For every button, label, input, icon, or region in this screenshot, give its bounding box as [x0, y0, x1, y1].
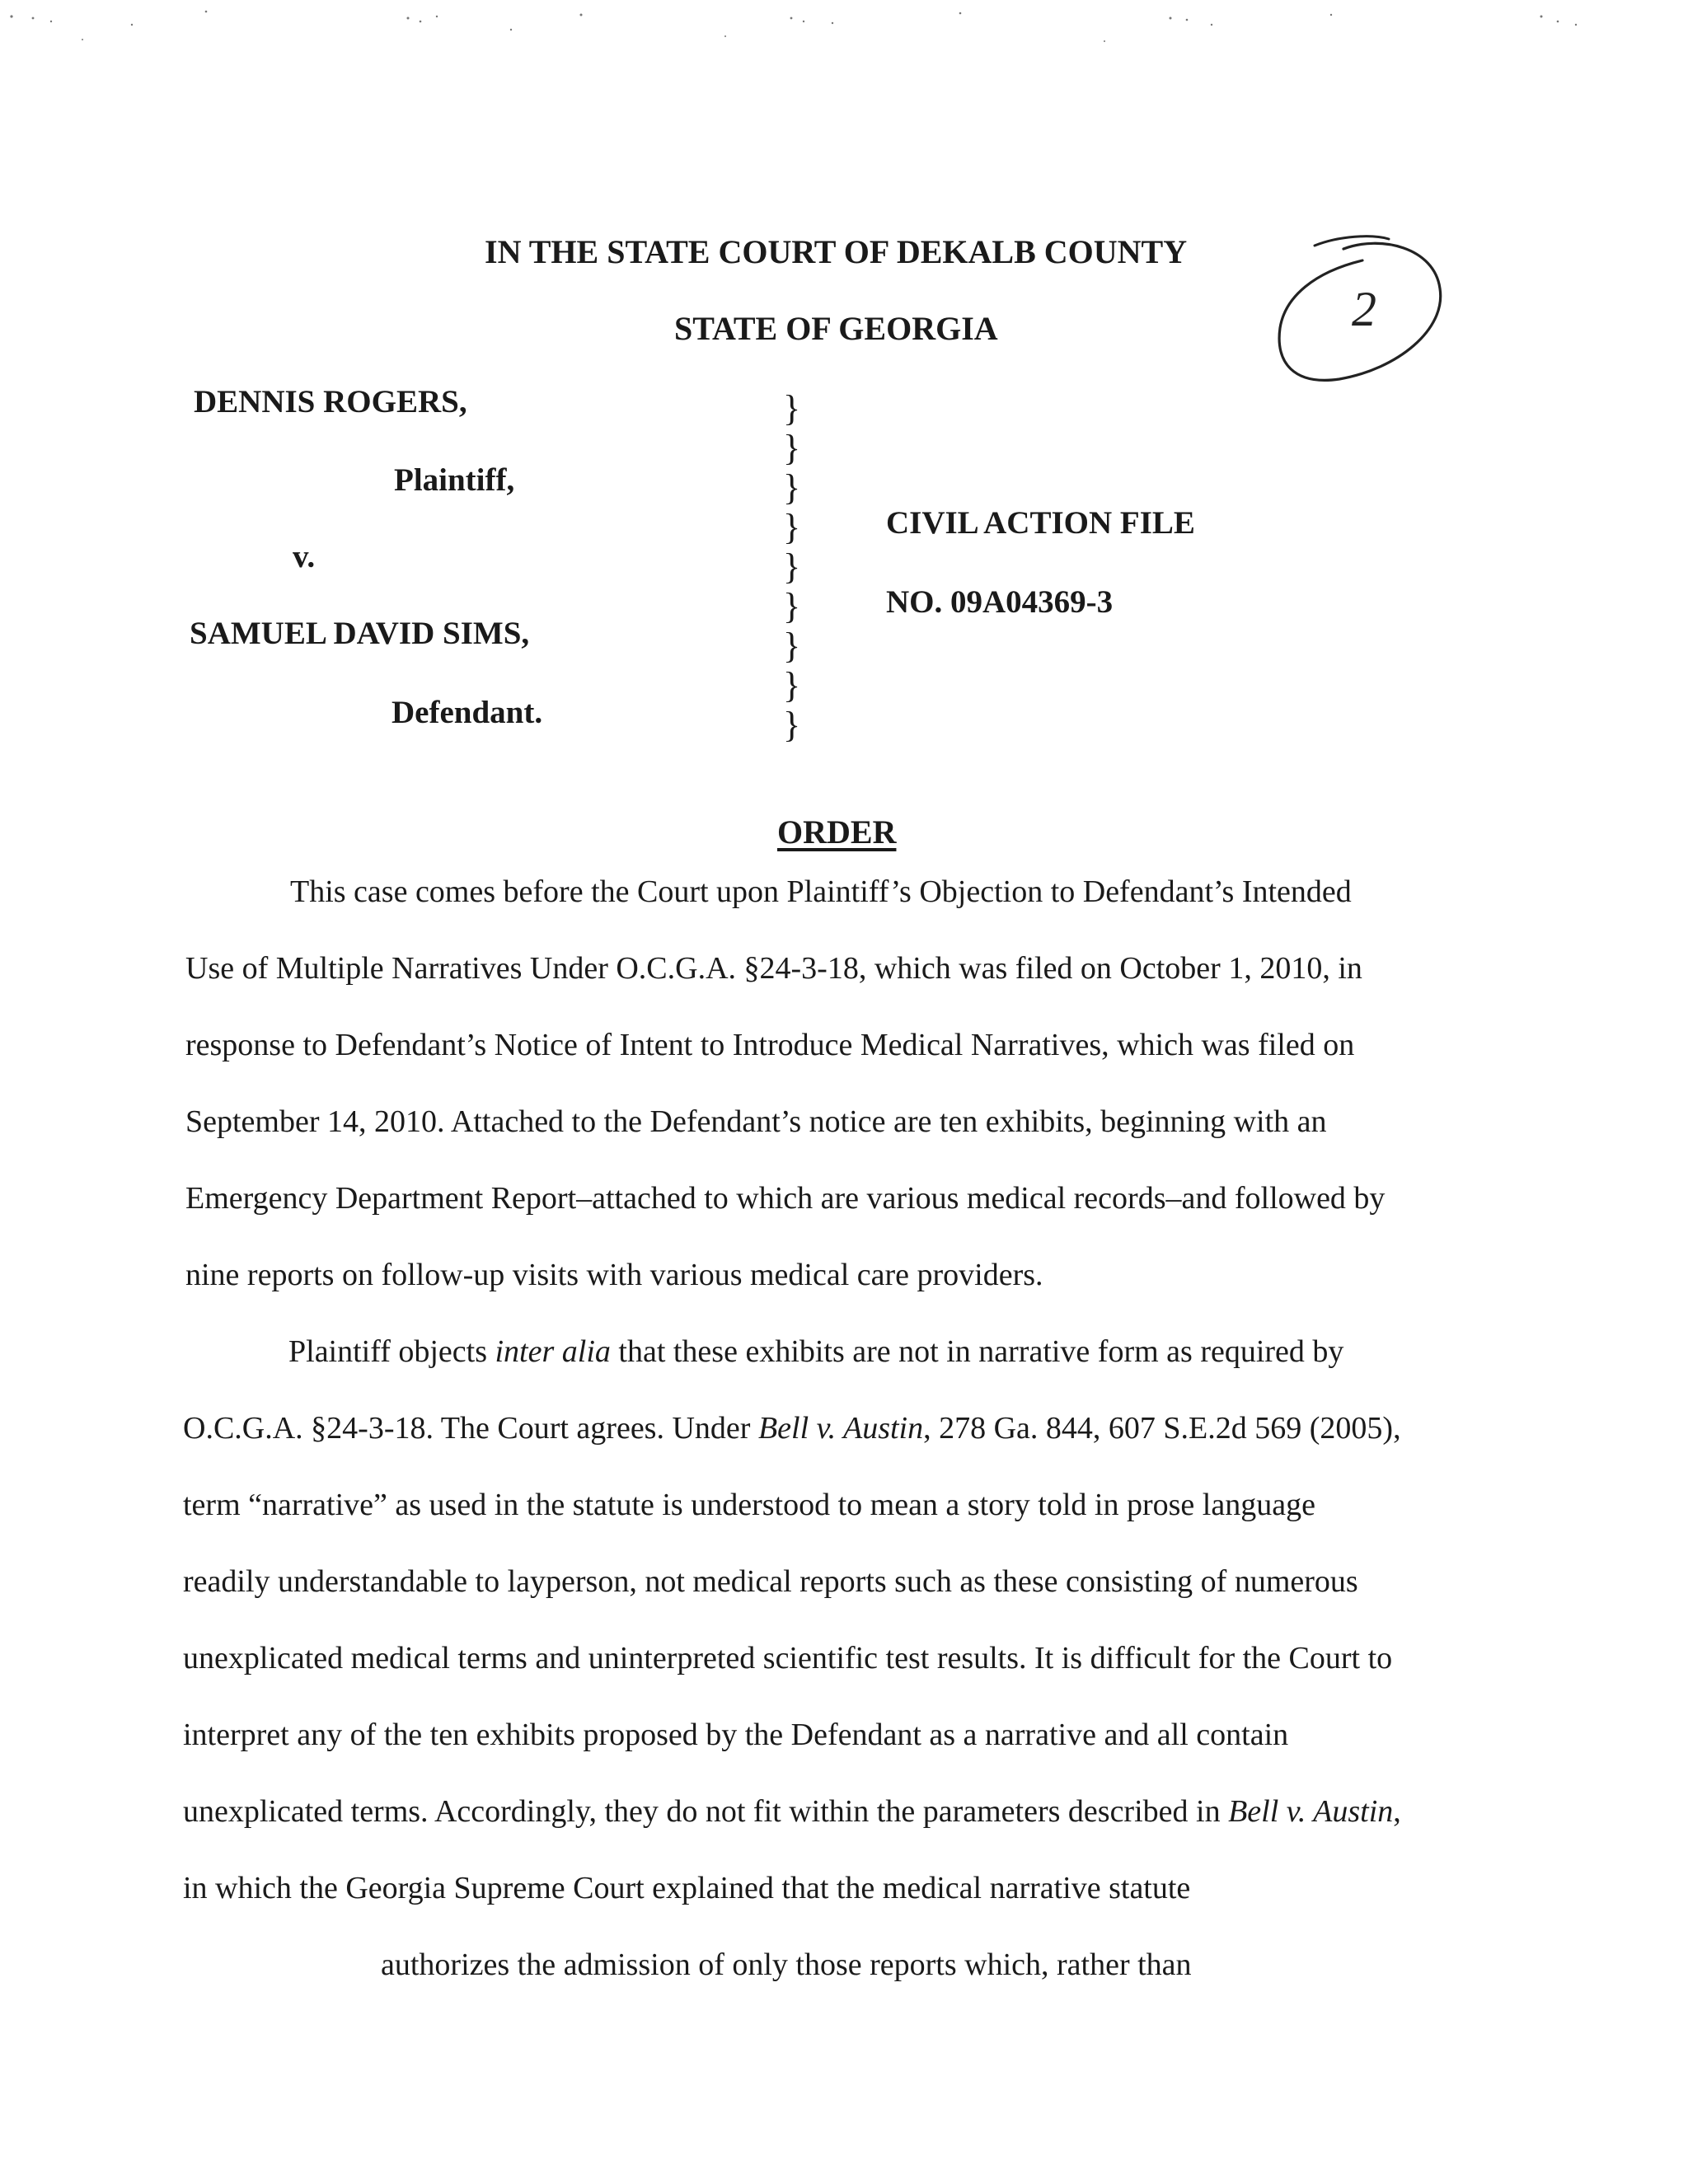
order-title: ORDER — [777, 813, 897, 851]
brace: } — [783, 626, 801, 666]
text-run: that these exhibits are not in narrative form as required by — [610, 1334, 1344, 1369]
court-name-heading: IN THE STATE COURT OF DEKALB COUNTY — [485, 233, 1188, 270]
plaintiff-name: DENNIS ROGERS, — [194, 384, 467, 419]
paragraph-line: readily understandable to layperson, not medical reports such as these consisting of numerous — [183, 1564, 1358, 1599]
state-heading: STATE OF GEORGIA — [674, 310, 998, 347]
paragraph-line: term “narrative” as used in the statute is understood to mean a story told in prose language — [183, 1488, 1315, 1522]
civil-action-label: CIVIL ACTION FILE — [886, 505, 1195, 541]
brace: } — [783, 665, 801, 705]
brace: } — [783, 586, 801, 626]
block-quote-line: authorizes the admission of only those reports which, rather than — [381, 1947, 1192, 1982]
case-number: NO. 09A04369-3 — [886, 584, 1114, 620]
plaintiff-label: Plaintiff, — [394, 462, 515, 498]
paragraph-line: Emergency Department Report–attached to which are various medical records–and followed by — [185, 1181, 1386, 1216]
defendant-label: Defendant. — [392, 695, 543, 730]
versus-label: v. — [293, 539, 316, 574]
paragraph-line: response to Defendant’s Notice of Intent to Introduce Medical Narratives, which was filed on — [185, 1028, 1355, 1062]
paragraph-line — [288, 1333, 1343, 1370]
brace: } — [783, 546, 801, 587]
text-run: , 278 Ga. 844, 607 S.E.2d 569 (2005), — [923, 1411, 1401, 1446]
paragraph-line: interpret any of the ten exhibits proposed by the Defendant as a narrative and all contain — [183, 1718, 1289, 1752]
italic-term: inter alia — [495, 1334, 611, 1369]
scan-specks — [0, 0, 1688, 49]
brace: } — [783, 507, 801, 547]
paragraph-line — [183, 1410, 1401, 1446]
brace: } — [783, 705, 801, 745]
brace: } — [783, 428, 801, 468]
paragraph-line: This case comes before the Court upon Plaintiff’s Objection to Defendant’s Intended — [290, 874, 1352, 909]
text-run: O.C.G.A. §24-3-18. The Court agrees. Under — [183, 1411, 758, 1446]
paragraph-line: September 14, 2010. Attached to the Defendant’s notice are ten exhibits, beginning with an — [185, 1104, 1327, 1139]
case-citation: Bell v. Austin — [1228, 1794, 1394, 1829]
text-run: , — [1393, 1794, 1401, 1829]
handwritten-circled-number — [1265, 231, 1455, 396]
paragraph-line — [183, 1793, 1401, 1830]
brace: } — [783, 467, 801, 508]
defendant-name: SAMUEL DAVID SIMS, — [190, 616, 530, 651]
case-citation: Bell v. Austin — [757, 1411, 924, 1446]
paragraph-line: unexplicated medical terms and uninterpreted scientific test results. It is difficult for the Court to — [183, 1641, 1393, 1675]
paragraph-line: in which the Georgia Supreme Court explained that the medical narrative statute — [183, 1871, 1191, 1905]
handwritten-number: 2 — [1352, 282, 1376, 336]
paragraph-line: nine reports on follow-up visits with various medical care providers. — [185, 1258, 1043, 1292]
brace: } — [783, 388, 801, 429]
text-run: unexplicated terms. Accordingly, they do not fit within the parameters described in — [183, 1794, 1229, 1829]
paragraph-line: Use of Multiple Narratives Under O.C.G.A. §24-3-18, which was filed on October 1, 2010, in — [185, 951, 1362, 986]
text-run: Plaintiff objects — [288, 1334, 495, 1369]
